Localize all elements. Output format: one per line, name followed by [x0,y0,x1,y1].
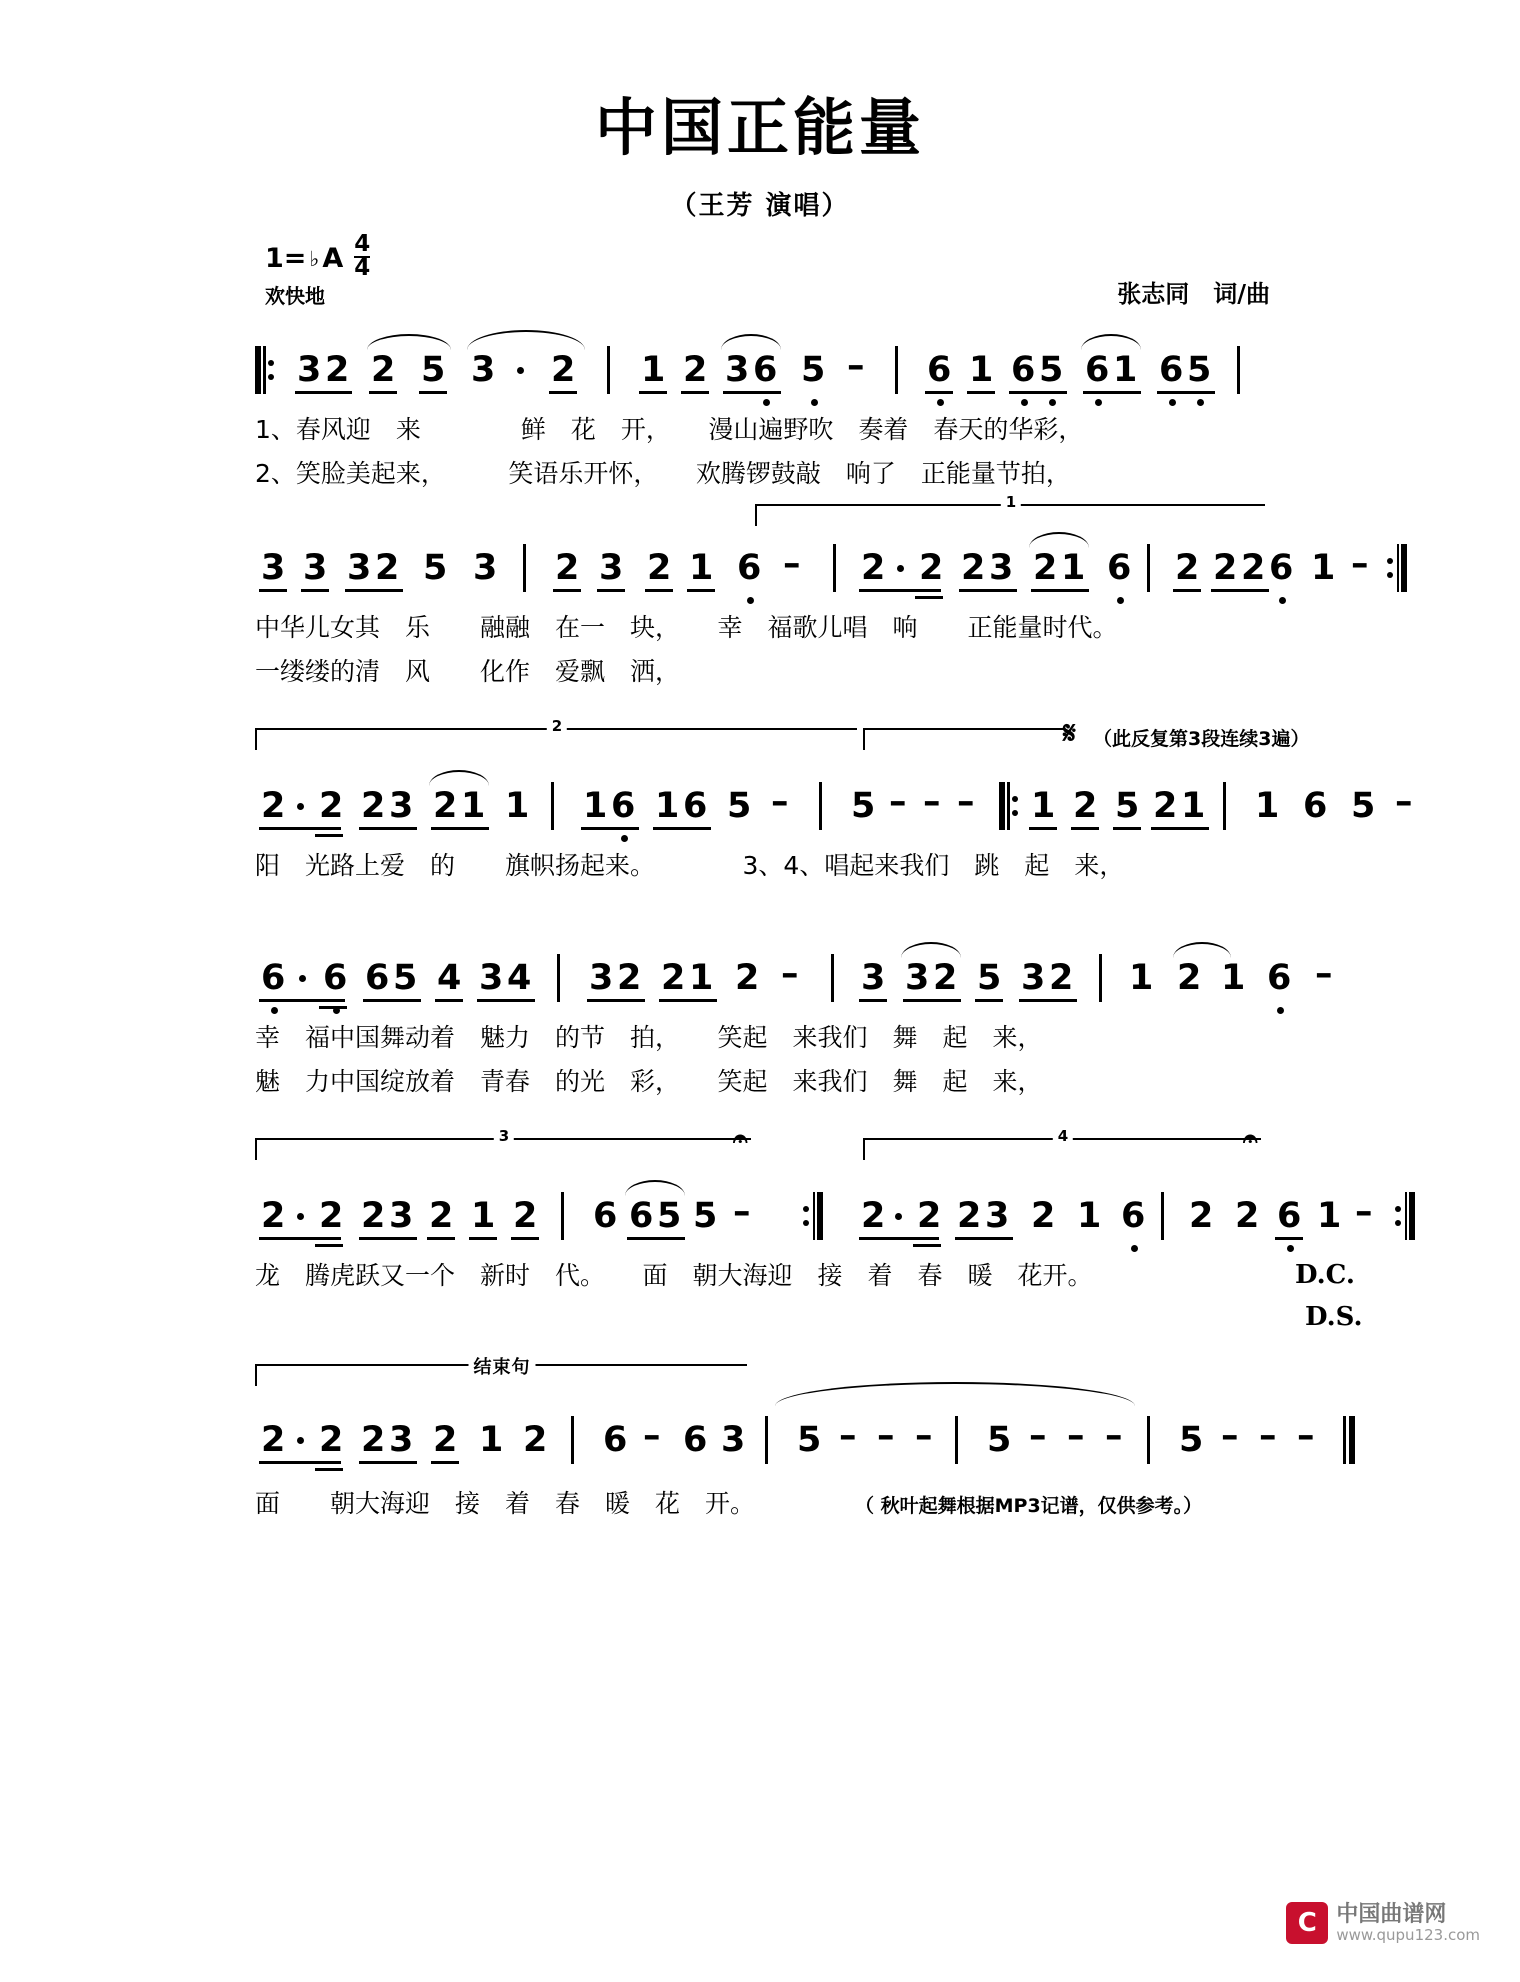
barline [1147,544,1150,592]
barline [1237,346,1240,394]
final-barline [1343,1416,1355,1464]
repeat-end-barline [1391,544,1407,592]
repeat-end-barline-2 [807,1192,823,1240]
key-note: A [322,243,344,275]
fermata-icon-1: 𝄐 [733,1124,748,1154]
barline [607,346,610,394]
lyrics-verse-2-line-1: 2、笑脸美起来， 笑语乐开怀， 欢腾锣鼓敲 响了 正能量节拍， [255,459,1071,488]
repeat-end-barline-3 [1399,1192,1415,1240]
barline [955,1416,958,1464]
barline [831,954,834,1002]
lyrics-line-6: 面 朝大海迎 接 着 春 暖 花 开。 （ 秋叶起舞根据MP3记谱，仅供参考。） [255,1489,1203,1518]
barline [1147,1416,1150,1464]
time-numerator: 4 [354,231,371,257]
barline [571,1416,574,1464]
performer-subtitle: （王芳 演唱） [670,191,850,221]
barline [1223,782,1226,830]
first-ending-bracket: 1 [755,504,1265,526]
segno-bracket [863,728,1065,750]
music-system-4 [255,924,1333,1110]
music-system-2 [255,493,1369,692]
barline [551,782,554,830]
lyrics-verse-1-line-1: 1、春风迎 来 鲜 花 开， 漫山遍野吹 奏着 春天的华彩， [255,415,1084,444]
watermark-site-url: www.qupu123.com [1336,1925,1480,1944]
music-system-3 [255,716,1413,904]
barline [765,1416,768,1464]
dc-label: D.C. [1295,1260,1355,1290]
music-system-6 [255,1357,1315,1524]
key-label: 1= [265,243,307,275]
second-ending-bracket: 2 [255,728,857,750]
watermark-logo-icon: C [1286,1902,1328,1944]
flat-icon: ♭ [309,246,320,271]
time-signature [354,231,371,281]
music-system-5 [255,1124,1373,1344]
repeat-start-barline-2 [999,782,1015,830]
lyrics-verse-2-line-2: 一缕缕的清 风 化作 爱飘 洒， [255,657,681,686]
segno-note: （此反复第3段连续3遍） [1093,728,1310,750]
segno-icon: 𝄋 [1063,716,1076,751]
barline [557,954,560,1002]
composer-credit: 张志同 词/曲 [1117,279,1270,308]
fermata-icon-2: 𝄐 [1243,1124,1258,1154]
time-denominator: 4 [354,254,371,281]
ds-label: D.S. [1305,1302,1363,1332]
music-system-1 [255,316,1265,492]
staff-line-4: 6 6 6 5 4 3 4 3 2 2 1 2 – 3 3 2 5 3 2 1 2 1 6 – [255,924,1265,1010]
lyrics-verse-1-line-2: 中华儿女其 乐 融融 在一 块， 幸 福歌儿唱 响 正能量时代。 [255,613,1118,642]
source-note: （ 秋叶起舞根据MP3记谱，仅供参考。） [855,1495,1203,1517]
barline [561,1192,564,1240]
staff-line-6: 结束句 2 2 2 3 2 1 2 6 – 6 3 5 – – – 5 – – – 5 – – – [255,1364,1265,1472]
barline [819,782,822,830]
watermark-site-name: 中国曲谱网 [1336,1901,1447,1927]
third-ending-bracket: 3 [255,1138,751,1160]
repeat-start-barline [255,346,271,394]
key-signature [265,231,371,282]
staff-line-1: 3 2 2 5 3 2 1 2 3 6 5 – 6 1 6 5 6 1 6 5 [255,316,1265,402]
coda-bracket: 结束句 [255,1364,747,1386]
lyrics-verse-2-line-4: 魅 力中国绽放着 青春 的光 彩， 笑起 来我们 舞 起 来， [255,1067,1043,1096]
barline [833,544,836,592]
staff-line-2: 1 3 3 3 2 5 3 2 3 2 1 6 – 2 2 2 3 2 1 6 2 2 2 6 1 – [255,496,1265,600]
barline [1161,1192,1164,1240]
barline [895,346,898,394]
sheet-music-page [160,0,1413,1524]
tempo-marking: 欢快地 [265,284,325,308]
lyrics-line-5: 龙 腾虎跃又一个 新时 代。 面 朝大海迎 接 着 春 暖 花开。 D.C. [255,1260,1355,1290]
lyrics-verse-1-line-4: 幸 福中国舞动着 魅力 的节 拍， 笑起 来我们 舞 起 来， [255,1023,1043,1052]
long-tie [775,1382,1135,1406]
page-title: 中国正能量 [594,91,925,164]
ds-line [255,1292,1363,1336]
lyrics-line-3: 阳 光路上爱 的 旗帜扬起来。 3、4、唱起来我们 跳 起 来， [255,851,1125,880]
staff-line-3: 2 𝄋 （此反复第3段连续3遍） 2 2 2 3 2 1 1 1 6 1 6 5 – 5 – – – 1 2 5 2 1 1 6 5 – [255,728,1265,838]
barline [1099,954,1102,1002]
barline [523,544,526,592]
fourth-ending-bracket: 4 [863,1138,1261,1160]
score-meta [160,228,1360,316]
site-watermark [1286,1902,1480,1944]
staff-line-5: 3 𝄐 4 𝄐 2 2 2 3 2 1 2 6 6 5 5 – 2 2 2 3 2 1 6 2 2 6 1 – [255,1138,1265,1248]
